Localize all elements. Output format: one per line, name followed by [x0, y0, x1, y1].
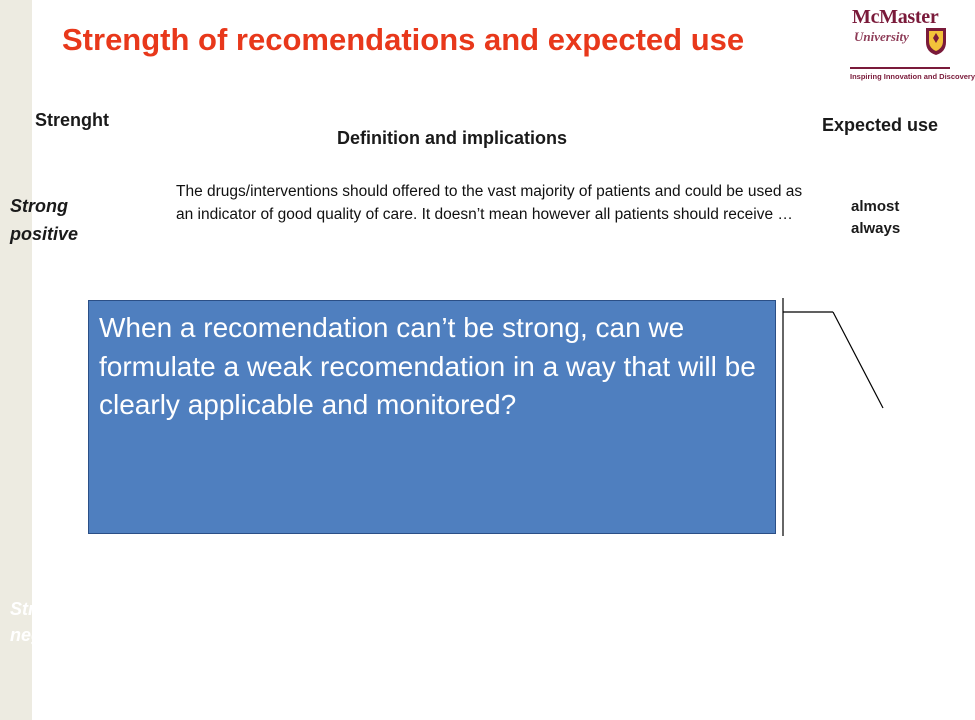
logo-divider [850, 67, 950, 69]
row-expected-use: almost always [851, 198, 901, 237]
question-callout-box: When a recomendation can’t be strong, can we formulate a weak recomendation in a way that will be clearly applicable and monitored? [88, 300, 776, 534]
header-expected-use: Expected use [822, 115, 939, 135]
logo-name-line1: McMaster [852, 6, 939, 28]
university-logo [848, 4, 975, 82]
slide-title: Strength of recomendations and expected use [62, 22, 745, 57]
crest-icon [924, 26, 948, 56]
callout-connector-lines [770, 296, 900, 546]
row-strength-label: Strong positive [10, 196, 79, 244]
logo-name-line2: University [854, 29, 909, 44]
header-definition: Definition and implications [337, 128, 568, 148]
hidden-row-label: Strong negative [10, 599, 84, 645]
logo-tagline: Inspiring Innovation and Discovery [850, 72, 975, 81]
header-strength: Strenght [35, 110, 109, 130]
row-definition-text: The drugs/interventions should offered to the vast majority of patients and could be used as an indicator of good quality of care. It doesn’t mean however all patients should receive … [176, 183, 803, 223]
